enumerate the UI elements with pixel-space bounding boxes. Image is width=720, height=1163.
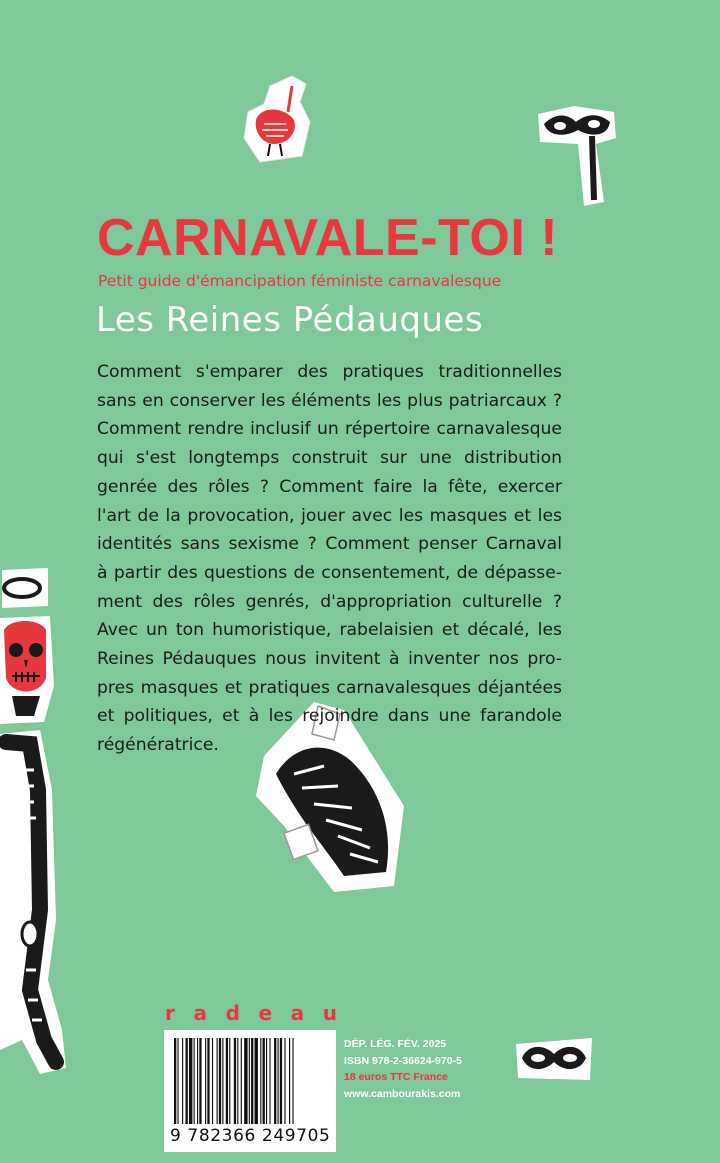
barcode-bar (174, 1038, 176, 1124)
barcode-bar (278, 1038, 279, 1124)
barcode-bar (207, 1038, 209, 1124)
barcode-bar (234, 1038, 236, 1124)
book-title: CARNAVALE-TOI ! (97, 209, 559, 267)
barcode-bar (219, 1038, 221, 1124)
barcode-bar (229, 1038, 230, 1124)
book-subtitle: Petit guide d'émancipation féministe carnavalesque (98, 272, 502, 290)
barcode-bar (292, 1038, 293, 1124)
blurb-line: Avec un ton humoristique, rabelaisien et décalé, les (97, 620, 562, 641)
barcode-bar (197, 1038, 198, 1124)
barcode-bar (182, 1038, 183, 1124)
skeleton-figure-icon (0, 730, 70, 1076)
bird-icon (240, 72, 312, 164)
publisher-letter: a (290, 1001, 305, 1025)
barcode-bar (199, 1038, 201, 1124)
barcode-bar (194, 1038, 195, 1124)
blurb-line: et politiques, et à les rejoindre dans une farandole (97, 706, 562, 727)
blurb-line: genrée des rôles ? Comment faire la fête, exercer (97, 476, 562, 497)
barcode-bar (280, 1038, 282, 1124)
blurb-line: régénératrice. (97, 735, 219, 756)
blurb-line: Comment s'emparer des pratiques traditionnelles (97, 362, 562, 382)
barcode-bar (244, 1038, 247, 1124)
blurb-line: l'art de la provocation, jouer avec les masques et les (97, 505, 562, 526)
barcode-bar (266, 1038, 267, 1124)
eye-mask-icon (514, 1036, 594, 1082)
publisher-letter: r (165, 1001, 175, 1025)
blurb-line: ment des rôles genrés, d'appropriation culturelle ? (97, 591, 562, 612)
blurb-line: à partir des questions de consentement, de dépasse- (97, 562, 562, 583)
back-cover-blurb (97, 358, 562, 760)
barcode-bar (212, 1038, 213, 1124)
blurb-line: Reines Pédauques nous invitent à inventer nos pro- (97, 649, 562, 670)
publisher-letter: e (258, 1001, 273, 1025)
publisher-letter: u (322, 1001, 337, 1025)
barcode-bar (255, 1038, 258, 1124)
barcode-bar (237, 1038, 238, 1124)
mask-on-stick-icon (534, 104, 618, 208)
barcode-bar (217, 1038, 218, 1124)
barcode-bar (241, 1038, 242, 1124)
publisher-collection-logo (165, 1000, 337, 1026)
barcode-bar (289, 1038, 290, 1124)
price: 18 euros TTC France (344, 1071, 448, 1083)
blurb-line: sans en conserver les éléments les plus patriarcaux ? (97, 390, 562, 411)
blurb-line: pres masques et pratiques carnavalesques déjantées (97, 677, 562, 698)
barcode-bar (189, 1038, 192, 1124)
barcode-bar (222, 1038, 223, 1124)
publisher-letter: a (193, 1001, 207, 1025)
blurb-line: identités sans sexisme ? Comment penser Carnaval (97, 534, 562, 555)
legal-deposit: DÉP. LÉG. FÉV. 2025 (344, 1038, 447, 1050)
barcode-bars (174, 1038, 326, 1124)
publisher-website: www.cambourakis.com (344, 1087, 461, 1100)
barcode-bar (226, 1038, 228, 1124)
barcode-bar (274, 1038, 276, 1124)
legal-info (344, 1036, 462, 1102)
publisher-letter: d (225, 1001, 240, 1025)
blurb-line: Comment rendre inclusif un répertoire carnavalesque (97, 419, 562, 440)
barcode-bar (263, 1038, 265, 1124)
blurb-line: qui s'est longtemps construit sur une distribution (97, 448, 562, 469)
barcode-bar (249, 1038, 250, 1124)
barcode-digits: 9 782366 249705 (170, 1126, 331, 1146)
barcode-bar (260, 1038, 261, 1124)
isbn-number: ISBN 978-2-36624-970-5 (344, 1054, 462, 1067)
barcode-bar (186, 1038, 188, 1124)
barcode-bar (205, 1038, 206, 1124)
barcode-bar (177, 1038, 178, 1124)
barcode-bar (284, 1038, 285, 1124)
skull-icon (0, 616, 54, 724)
barcode-bar (269, 1038, 270, 1124)
isbn-barcode (164, 1030, 336, 1152)
halo-icon (0, 566, 50, 610)
book-author: Les Reines Pédauques (96, 300, 484, 340)
barcode-bar (251, 1038, 253, 1124)
